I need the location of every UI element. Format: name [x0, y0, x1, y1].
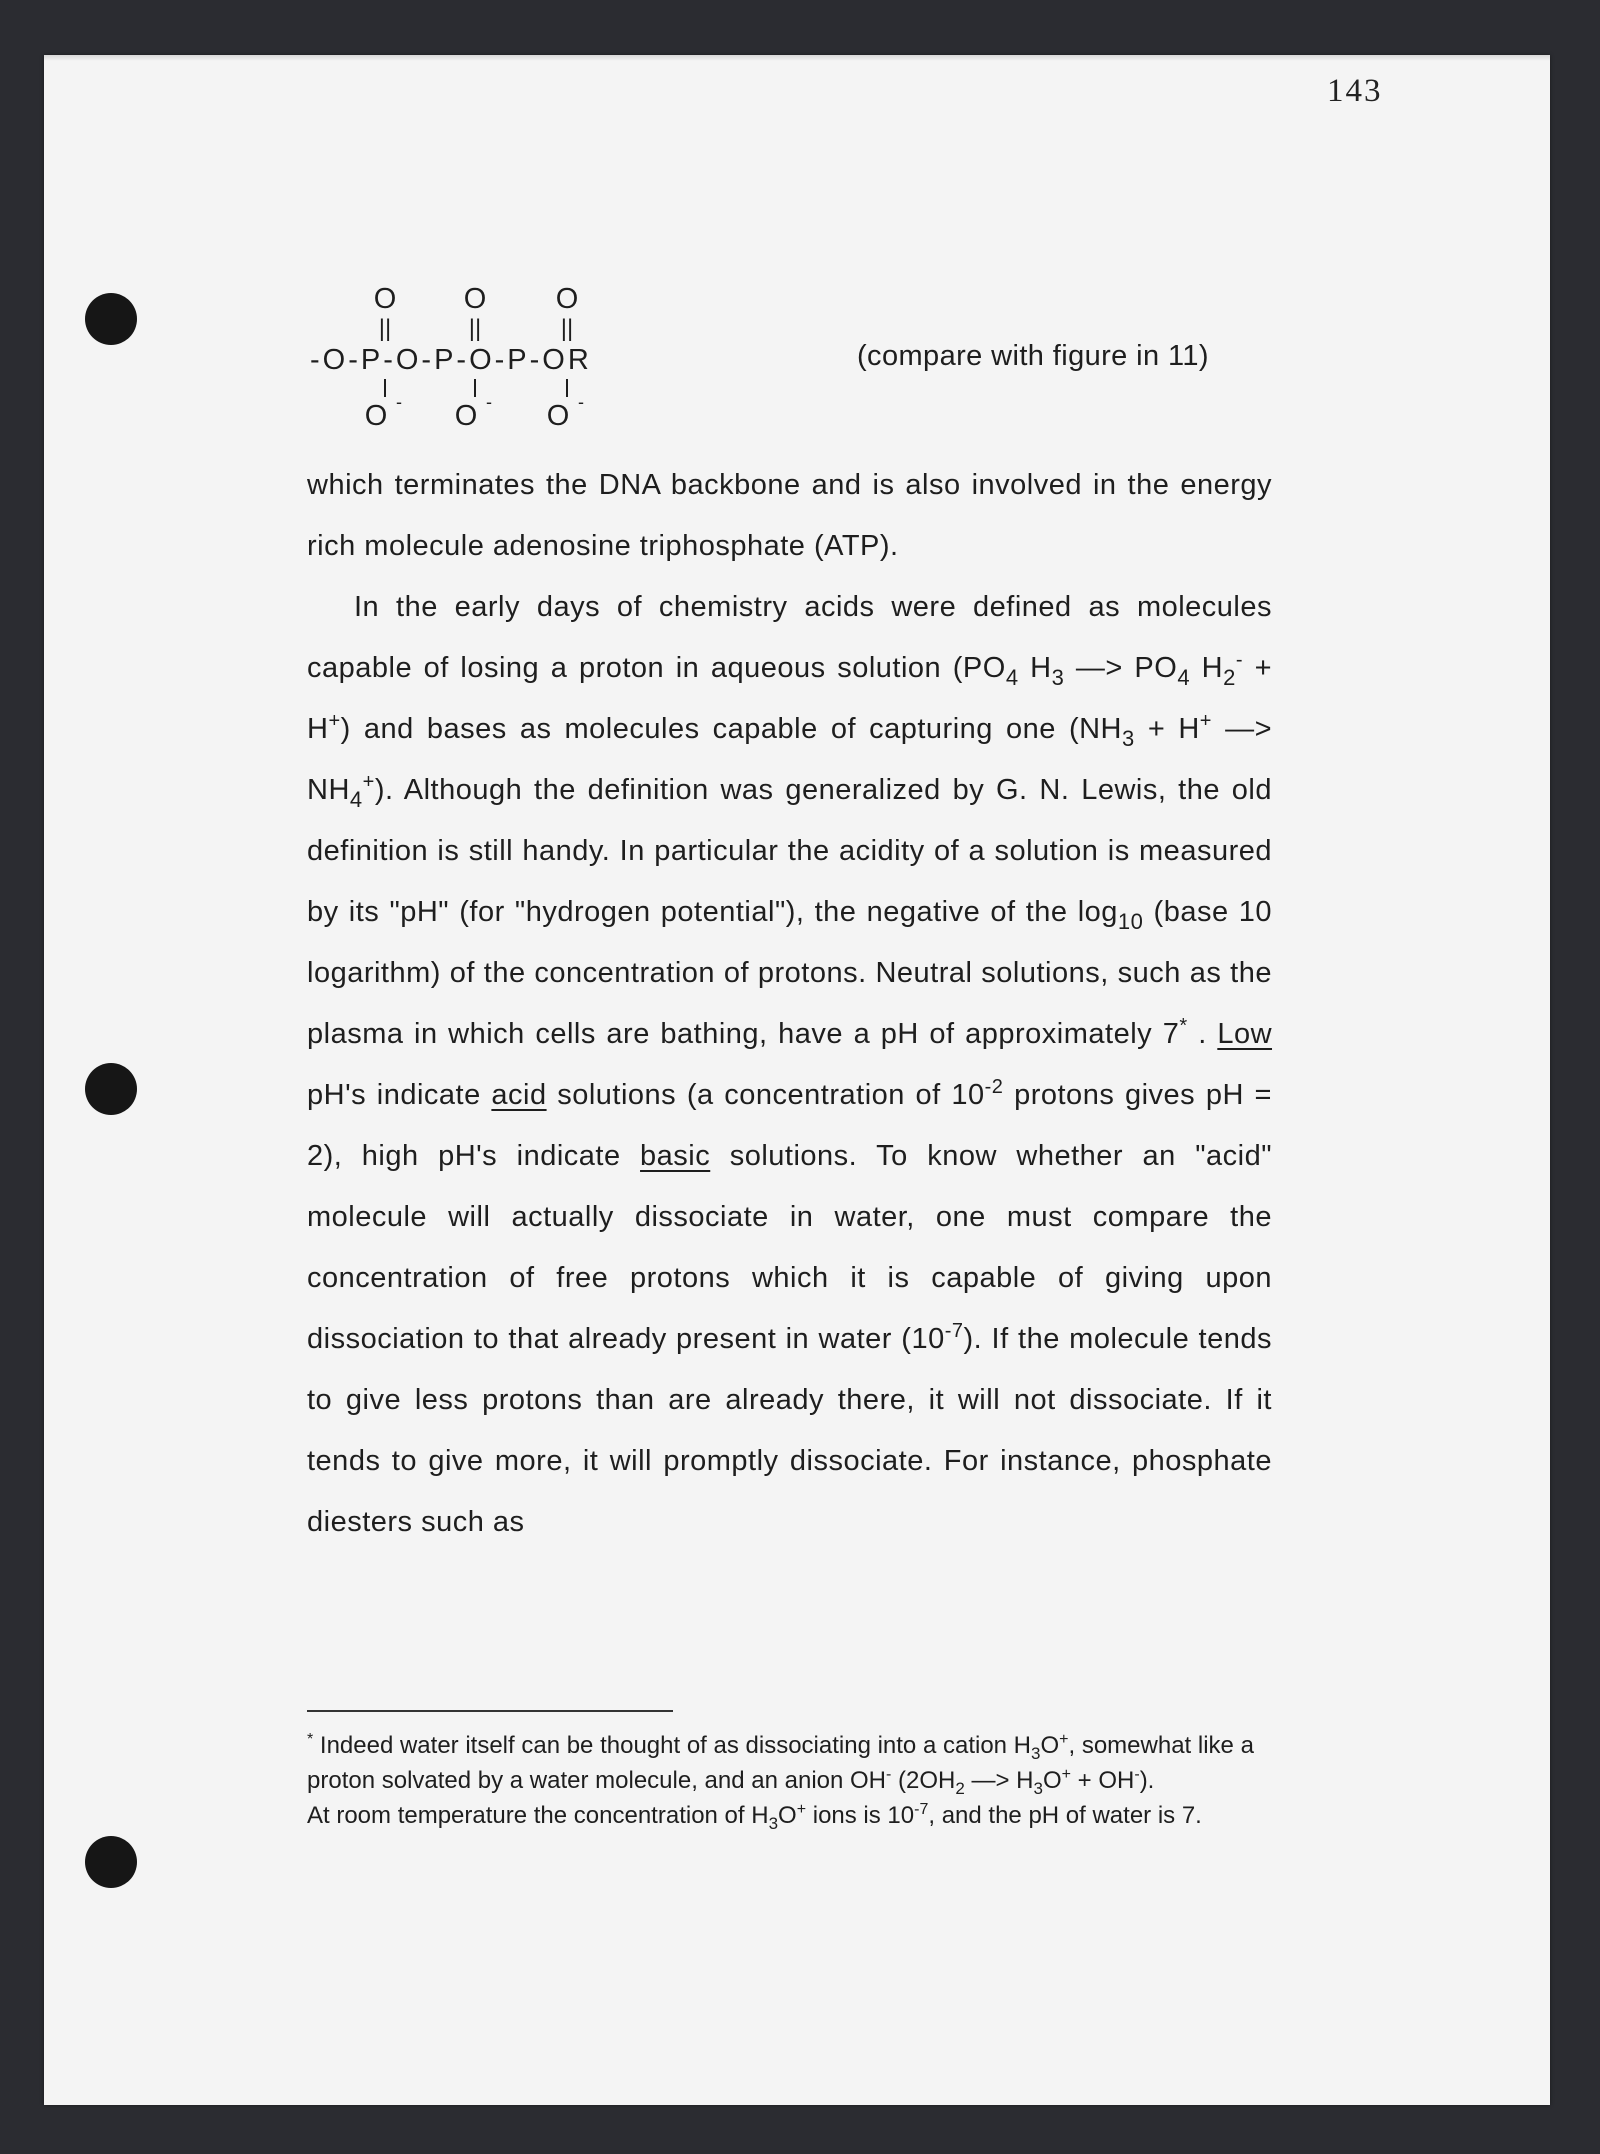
text-run: solutions (a concentration of 10: [546, 1079, 985, 1111]
superscript: -: [886, 1766, 892, 1783]
page-number: 143: [1327, 73, 1383, 109]
top-oxygen-2: O: [463, 283, 487, 315]
text-run: , somewhat like a proton solvated by a water molecule, and an anion OH: [307, 1732, 1254, 1794]
punch-hole-top: [85, 293, 137, 345]
body-text: [307, 455, 1272, 1553]
text-run: ). If the molecule tends to give less protons than are already there, it will not dissociate. If it tends to give more, it will promptly dissociate. For instance, phosphate diesters such as: [307, 1323, 1272, 1538]
text-run: O: [778, 1802, 797, 1829]
superscript: +: [796, 1801, 807, 1818]
subscript: 4: [1177, 665, 1191, 690]
subscript: 3: [1051, 665, 1065, 690]
punch-hole-middle: [85, 1063, 137, 1115]
text-run: solutions. To know whether an "acid" molecule will actually dissociate in water, one must compare the concentration of free protons which it is capable of giving upon dissociation to that already present in water (10: [307, 1140, 1272, 1355]
text-run: —> PO: [1064, 652, 1178, 684]
text-run: ). Although the definition was generalized by G. N. Lewis, the old definition is still handy. In particular the acidity of a solution is measured by its "pH" (for "hydrogen potential"), the negative of the log: [307, 774, 1272, 928]
subscript: 3: [768, 1814, 779, 1833]
text-run: + OH: [1071, 1767, 1135, 1794]
footnote-marker: *: [1179, 1015, 1188, 1037]
charge-3: -: [578, 392, 584, 412]
text-run: ).: [1139, 1767, 1155, 1794]
subscript: 3: [1122, 726, 1135, 751]
text-run: protons gives pH = 2), high pH's indicate: [307, 1079, 1272, 1172]
text-run: —> NH: [307, 713, 1273, 806]
subscript: 3: [1033, 1779, 1043, 1798]
bottom-oxygen-2: O: [454, 400, 478, 430]
footnote-divider: [307, 1710, 673, 1712]
text-run: ) and bases as molecules capable of capturing one (NH: [340, 713, 1122, 745]
top-oxygen-1: O: [373, 283, 397, 315]
superscript: -7: [944, 1320, 964, 1342]
page-edge-shadow: [44, 55, 1550, 61]
footnote: [307, 1728, 1275, 1833]
superscript: +: [1059, 1731, 1069, 1748]
top-oxygen-3: O: [555, 283, 579, 315]
text-run: .: [1187, 1018, 1218, 1050]
subscript: 2: [1223, 665, 1236, 690]
subscript: 2: [955, 1779, 965, 1798]
subscript: 10: [1117, 909, 1144, 934]
text-run: At room temperature the concentration of H: [307, 1802, 769, 1829]
superscript: -: [1134, 1766, 1140, 1783]
bottom-oxygen-3: O: [546, 400, 570, 430]
phosphate-main-chain: -O-P-O-P-O-P-OR: [310, 344, 592, 376]
superscript: -7: [914, 1801, 929, 1818]
superscript: -: [1235, 649, 1243, 671]
text-run: ions is 10: [806, 1802, 915, 1829]
underlined-basic: basic: [640, 1140, 711, 1172]
text-run: —> H: [964, 1767, 1034, 1794]
text-run: + H: [1134, 713, 1200, 745]
text-run: O: [1040, 1732, 1060, 1759]
double-bond-2: ||: [468, 315, 482, 342]
superscript: +: [1061, 1766, 1071, 1783]
footnote-text: [307, 1728, 1275, 1833]
double-bond-1: ||: [378, 315, 392, 342]
paragraph-atp: which terminates the DNA backbone and is also involved in the energy rich molecule adenosine triphosphate (ATP).: [307, 469, 1272, 562]
punch-hole-bottom: [85, 1836, 137, 1888]
text-run: , and the pH of water is 7.: [928, 1802, 1202, 1829]
text-run: In the early days of chemistry acids were defined as molecules capable of losing a proton in aqueous solution (PO: [307, 591, 1272, 684]
text-run: + H: [307, 652, 1273, 745]
underlined-low: Low: [1217, 1018, 1273, 1050]
superscript: -2: [984, 1076, 1004, 1098]
figure-caption: (compare with figure in 11): [857, 340, 1209, 372]
subscript: 4: [349, 787, 363, 812]
subscript: 3: [1031, 1744, 1041, 1763]
charge-2: -: [486, 392, 492, 412]
text-run: pH's indicate: [307, 1079, 492, 1111]
text-run: H: [1190, 652, 1224, 684]
double-bond-3: ||: [560, 315, 574, 342]
text-run: (base 10 logarithm) of the concentration of protons. Neutral solutions, such as the plasma in which cells are bathing, have a pH of approximately 7: [307, 896, 1273, 1050]
text-run: Indeed water itself can be thought of as dissociating into a cation H: [313, 1732, 1032, 1759]
superscript: +: [328, 710, 341, 732]
superscript: +: [362, 771, 375, 793]
charge-1: -: [396, 392, 402, 412]
footnote-marker: *: [307, 1731, 314, 1748]
text-run: (2OH: [891, 1767, 956, 1794]
bottom-oxygen-1: O: [364, 400, 388, 430]
underlined-acid: acid: [491, 1079, 547, 1111]
paragraph-acids: [307, 577, 1272, 1553]
superscript: +: [1199, 710, 1212, 732]
text-run: H: [1018, 652, 1052, 684]
triphosphate-structure-formula: [310, 280, 680, 430]
text-run: O: [1042, 1767, 1062, 1794]
subscript: 4: [1005, 665, 1019, 690]
